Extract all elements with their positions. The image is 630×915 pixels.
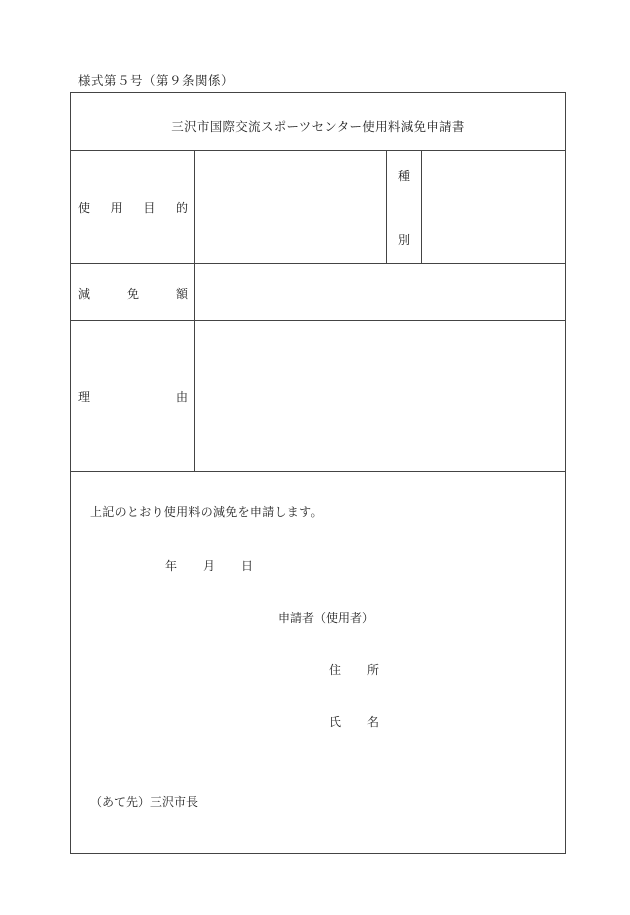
application-form [70,92,566,854]
applicant-heading: 申請者（使用者） [278,611,375,625]
form-title: 三沢市国際交流スポーツセンター使用料減免申請書 [171,119,465,134]
type-label-bottom: 別 [397,233,410,247]
purpose-field[interactable] [195,151,386,263]
type-field[interactable] [422,151,566,263]
type-label-top: 種 [397,169,410,183]
purpose-label: 使 用 目 的 [78,201,188,215]
date-month: 月 [203,559,216,573]
reason-field[interactable] [195,321,566,471]
reduction-amount-field[interactable] [195,264,566,320]
declaration-text: 上記のとおり使用料の減免を申請します。 [90,505,323,519]
name-label: 氏 名 [329,715,379,729]
reason-label: 理 由 [78,390,188,404]
addressee: （あて先）三沢市長 [90,795,199,809]
form-number: 様式第５号（第９条関係） [78,73,235,88]
date-year: 年 [165,559,178,573]
address-label: 住 所 [329,663,379,677]
row-divider-reason [71,471,565,472]
reduction-amount-label: 減 免 額 [78,287,188,301]
date-day: 日 [241,559,254,573]
